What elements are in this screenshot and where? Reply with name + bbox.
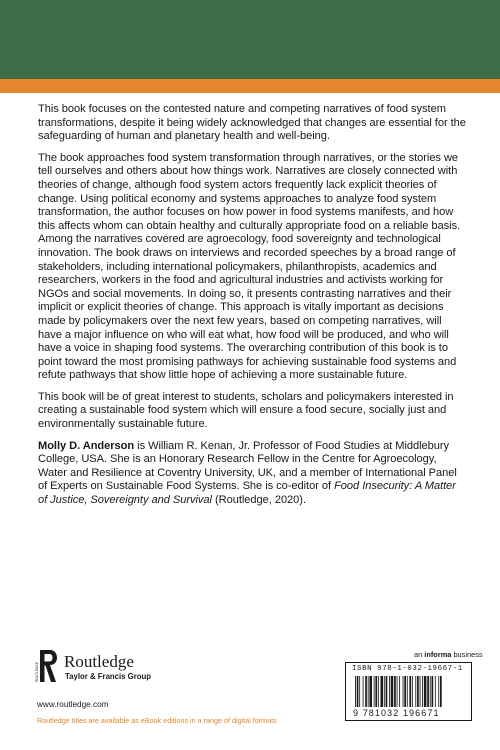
cover-top-green-band <box>0 0 500 79</box>
barcode-bar <box>420 676 421 707</box>
barcode <box>351 676 469 718</box>
author-name: Molly D. Anderson <box>38 439 135 452</box>
barcode-bar <box>389 676 390 707</box>
barcode-bar <box>394 676 396 707</box>
publisher-group: Taylor & Francis Group <box>65 672 152 681</box>
informa-word: informa <box>424 650 452 659</box>
barcode-bar <box>417 676 419 707</box>
logo-mark-text: ROUTLEDGE <box>35 662 40 682</box>
back-cover-text <box>38 103 468 516</box>
barcode-bar <box>359 676 360 707</box>
barcode-bar <box>422 676 423 707</box>
barcode-bar <box>375 676 377 707</box>
barcode-bar <box>397 676 398 707</box>
barcode-bar <box>363 676 364 707</box>
barcode-bar <box>403 676 404 707</box>
author-bio-text-1: is William R. Kenan, Jr. Professor of Food Studies at Middlebury College, USA. She is an Honorary Research Fellow in the Centre for Agroecology, Water and Resilience at Coventry University, UK, and a member of International Panel of Experts on Sustainable Food Systems. She is co-editor of <box>38 439 457 493</box>
barcode-bar <box>384 676 385 707</box>
barcode-bar <box>407 676 408 707</box>
publisher-url: www.routledge.com <box>37 700 109 709</box>
barcode-bar <box>427 676 429 707</box>
barcode-bar <box>430 676 431 707</box>
cover-orange-stripe <box>0 79 500 93</box>
routledge-r-mark-icon <box>37 648 59 684</box>
description-paragraph-2: The book approaches food system transformation through narratives, or the stories we tell ourselves and others about how things work. Narratives are closely connected with theories of change, although food system actors frequently lack explicit theories of change. Using political economy and systems approaches to analyze food system transformation, the author focuses on how power in food systems manifests, and how this affects whom can obtain healthy and culturally appropriate food on a reliable basis. Among the narratives covered are agroecology, food sovereignty and technological innovation. The book draws on interviews and recorded speeches by a broad range of stakeholders, including international policymakers, philanthropists, academics and researchers, workers in the food and agricultural industries and activists working for NGOs and social movements. In doing so, it presents contrasting narratives and their implicit or explicit theories of change. This approach is vitally important as decisions made by policymakers over the next few years, based on competing narratives, will have a major influence on who will eat what, how food will be produced, and who will have a voice in shaping food systems. The overarching contribution of this book is to point toward the most promising pathways for achieving sustainable food systems and refute pathways that show little hope of achieving a more sustainable future. <box>38 151 461 382</box>
barcode-bar <box>435 676 436 707</box>
barcode-bar <box>438 676 439 707</box>
barcode-bar <box>409 676 411 707</box>
description-paragraph-1: This book focuses on the contested nature and competing narratives of food system transformations, despite it being widely acknowledged that changes are essential for the safeguarding of human and planetary health and well-being. <box>38 103 466 143</box>
ebook-availability-note: Routledge titles are available as eBook editions in a range of digital formats <box>37 716 277 725</box>
barcode-bar <box>432 676 434 707</box>
barcode-bar <box>365 676 367 707</box>
isbn-label: ISBN 978-1-032-19667-1 <box>352 665 463 673</box>
barcode-bar <box>391 676 394 707</box>
informa-business-tag <box>414 650 483 659</box>
barcode-bar <box>386 676 388 707</box>
barcode-bar <box>440 676 442 707</box>
barcode-bar <box>378 676 379 707</box>
barcode-bar <box>357 676 359 707</box>
barcode-bar <box>368 676 369 707</box>
barcode-bar <box>374 676 375 707</box>
description-paragraph-3: This book will be of great interest to students, scholars and policymakers interested in creating a sustainable food system which will ensure a food secure, socially just and environmentally sustainable future. <box>38 390 454 431</box>
informa-suffix: business <box>451 650 483 659</box>
barcode-bar <box>369 676 372 707</box>
barcode-bar <box>404 676 406 707</box>
barcode-bar <box>355 676 356 707</box>
barcode-bar <box>415 676 416 707</box>
barcode-digits: 9 781032 196671 <box>353 708 440 718</box>
barcode-bar <box>424 676 427 707</box>
informa-prefix: an <box>414 650 425 659</box>
barcode-bar <box>412 676 413 707</box>
related-book-title: Food Insecurity: A Matter of Justice, Sovereignty and Survival <box>38 480 456 507</box>
author-bio-text-2: (Routledge, 2020). <box>211 494 306 507</box>
barcode-bar <box>381 676 384 707</box>
barcode-bars <box>355 676 442 707</box>
publisher-name: Routledge <box>64 652 134 671</box>
routledge-logo <box>37 648 207 696</box>
author-bio <box>38 440 468 508</box>
barcode-bar <box>399 676 400 707</box>
